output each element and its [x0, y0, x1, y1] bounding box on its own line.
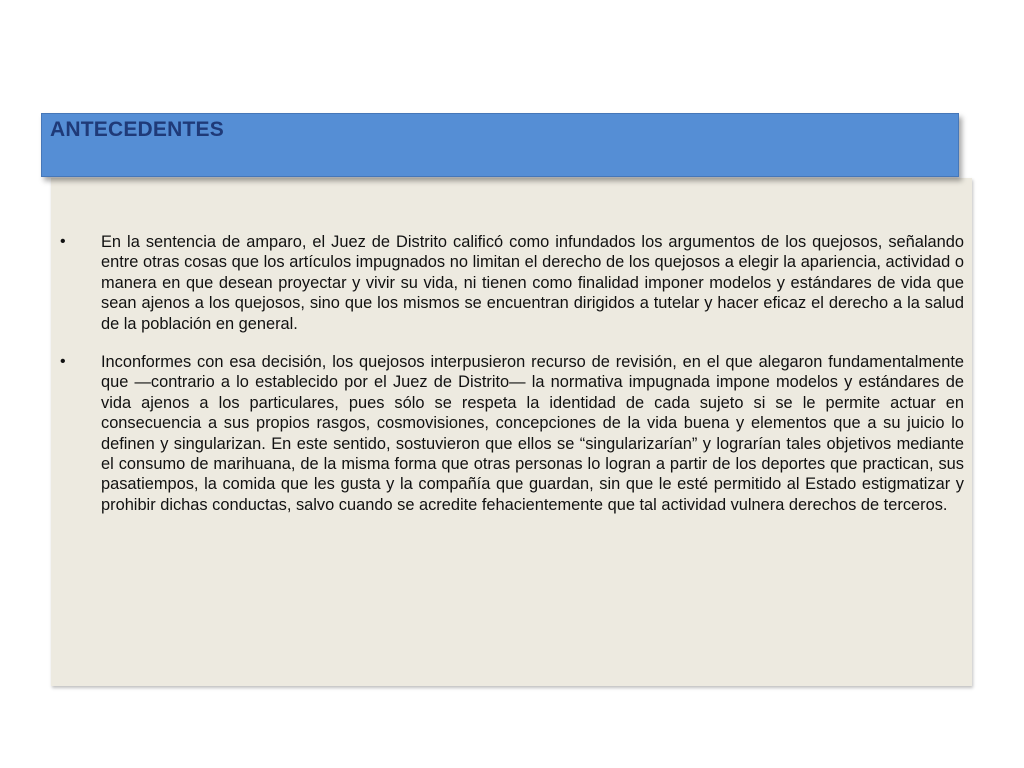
- bullet-list: [60, 232, 964, 533]
- bullet-text: En la sentencia de amparo, el Juez de Distrito calificó como infundados los argumentos de los quejosos, señalando entre otras cosas que los artículos impugnados no limitan el derecho de los quejosos a elegir la apariencia, actividad o manera en que desean proyectar y vivir su vida, ni tienen como finalidad imponer modelos y estándares de vida que sean ajenos a los quejosos, sino que los mismos se encuentran dirigidos a tutelar y hacer eficaz el derecho a la salud de la población en general.: [101, 233, 964, 333]
- bullet-item-sentencia: [60, 232, 964, 334]
- bullet-marker: •: [60, 353, 66, 371]
- bullet-item-inconformes: [60, 352, 964, 515]
- slide-title: ANTECEDENTES: [50, 118, 224, 141]
- bullet-marker: •: [60, 233, 66, 250]
- bullet-text: Inconformes con esa decisión, los quejosos interpusieron recurso de revisión, en el que alegaron fundamentalmente que —contrario a lo establecido por el Juez de Distrito— la normativa impugnada impone modelos y estándares de vida ajenos a los particulares, pues sólo se respeta la identidad de cada sujeto si se le permite actuar en consecuencia a sus propios rasgos, cosmovisiones, concepciones de la vida buena y elementos que a su juicio lo definen y singularizan. En este sentido, sostuvieron que ellos se “singularizarían” y lograrían tales objetivos mediante el consumo de marihuana, de la misma forma que otras personas lo logran a partir de los deportes que practican, sus pasatiempos, la comida que les gusta y la compañía que guardan, sin que le esté permitido al Estado estigmatizar y prohibir dichas conductas, salvo cuando se acredite fehacientemente que tal actividad vulnera derechos de terceros.: [101, 353, 964, 514]
- title-banner: [41, 113, 959, 177]
